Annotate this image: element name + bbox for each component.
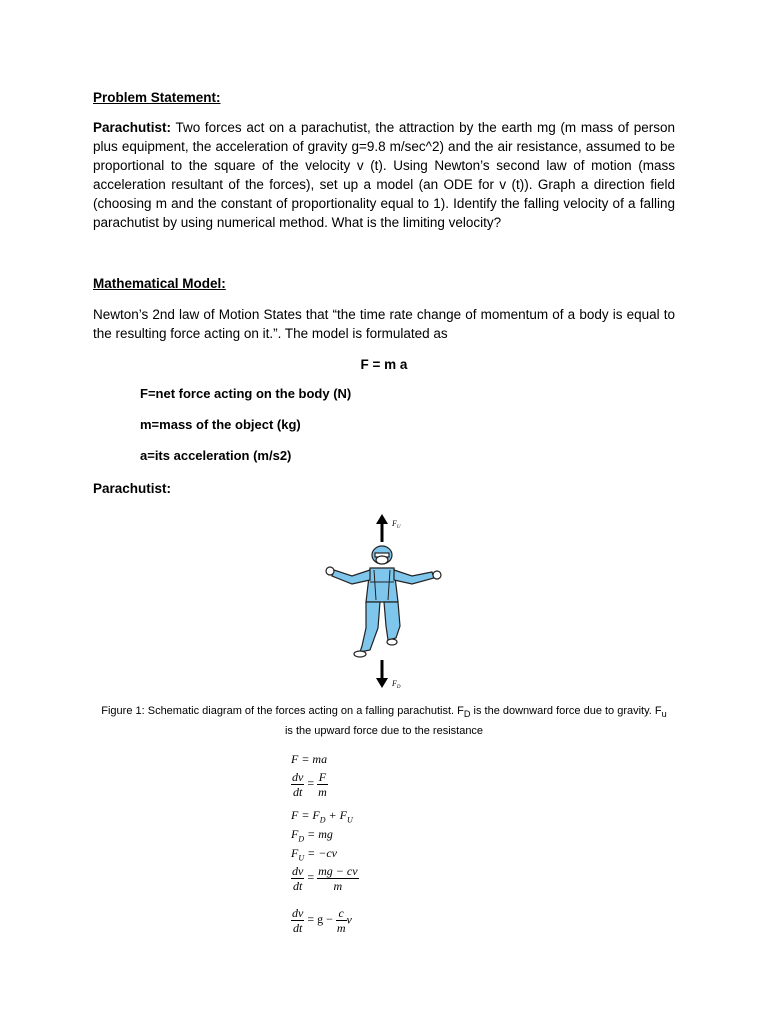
e6-rnum: mg − cv bbox=[318, 864, 358, 878]
downward-force-arrow bbox=[376, 660, 388, 688]
problem-text: Two forces act on a parachutist, the attraction by the earth mg (m mass of person plus equipment, the acceleration of gravity g=9.8 m/sec^2) and the air resistance, assumed to be proportional to the square of the velocity v (t). Using Newton’s second law of motion (mass acceleration resultant of the forces), set up a model (an ODE for v (t)). Graph a direction field (choosing m and the constant of proportionality equal to 1). Identify the falling velocity of a falling parachutist by using numerical method. What is the limiting velocity? bbox=[93, 120, 675, 230]
label-fd: $F_D$ bbox=[392, 679, 401, 690]
e2-rnum: F bbox=[318, 770, 327, 784]
e7-rden: m bbox=[336, 921, 346, 935]
upward-force-arrow bbox=[376, 514, 388, 542]
e2-rden: m bbox=[318, 785, 327, 799]
e7-pre: = g − bbox=[307, 912, 333, 927]
caption-part1: Figure 1: Schematic diagram of the forces acting on a falling parachutist. F bbox=[101, 705, 464, 717]
caption-sub-u: u bbox=[661, 709, 667, 720]
parachutist-label: Parachutist: bbox=[93, 481, 172, 496]
e6-num: dv bbox=[292, 864, 304, 878]
definition-acceleration: a=its acceleration (m/s2) bbox=[140, 448, 292, 463]
problem-heading: Problem Statement: bbox=[93, 90, 221, 105]
caption-part2: is the downward force due to gravity. F bbox=[470, 705, 662, 717]
definition-force: F=net force acting on the body (N) bbox=[140, 386, 352, 401]
formula-fma: F = m a bbox=[360, 357, 408, 372]
caption-part3: is the upward force due to the resistance bbox=[284, 725, 484, 738]
caption-sub-d: D bbox=[463, 709, 471, 720]
figure-caption bbox=[96, 703, 672, 740]
e2-den: dt bbox=[292, 785, 303, 799]
definition-mass: m=mass of the object (kg) bbox=[140, 417, 301, 432]
e6-rden: m bbox=[333, 879, 343, 893]
e7-den: dt bbox=[292, 921, 303, 935]
problem-lead: Parachutist: bbox=[93, 120, 172, 135]
problem-paragraph bbox=[93, 118, 675, 232]
e6-den: dt bbox=[292, 879, 303, 893]
equation-dvdt-mg-cv: $\frac{dv}{dt}$ = $\frac{mg - cv}{m}$ bbox=[292, 864, 358, 893]
equation-dvdt-f-m: $\frac{dv}{dt}$ = $\frac{F}{m}$ bbox=[292, 770, 327, 799]
parachutist-icon bbox=[326, 546, 441, 657]
parachutist-figure bbox=[300, 510, 460, 700]
equation-fu-cv: $F_U = -cv$ bbox=[291, 846, 337, 863]
e7-post: v bbox=[346, 912, 352, 927]
model-paragraph: Newton’s 2nd law of Motion States that “the time rate change of momentum of a body is equal to the resulting force acting on it.”. The model is formulated as bbox=[93, 307, 675, 341]
e2-num: dv bbox=[292, 770, 304, 784]
e7-num: dv bbox=[292, 906, 304, 920]
label-fu: $F_U$ bbox=[392, 519, 401, 530]
equation-f-ma: F = ma bbox=[291, 752, 328, 766]
e7-rnum: c bbox=[336, 906, 347, 921]
equation-dvdt-g-cv-m bbox=[291, 906, 352, 935]
model-heading: Mathematical Model: bbox=[93, 276, 226, 291]
equation-f-sum: $F = F_D + F_U$ bbox=[291, 808, 353, 825]
equation-fd-mg: $F_D$ = mg bbox=[291, 827, 333, 844]
